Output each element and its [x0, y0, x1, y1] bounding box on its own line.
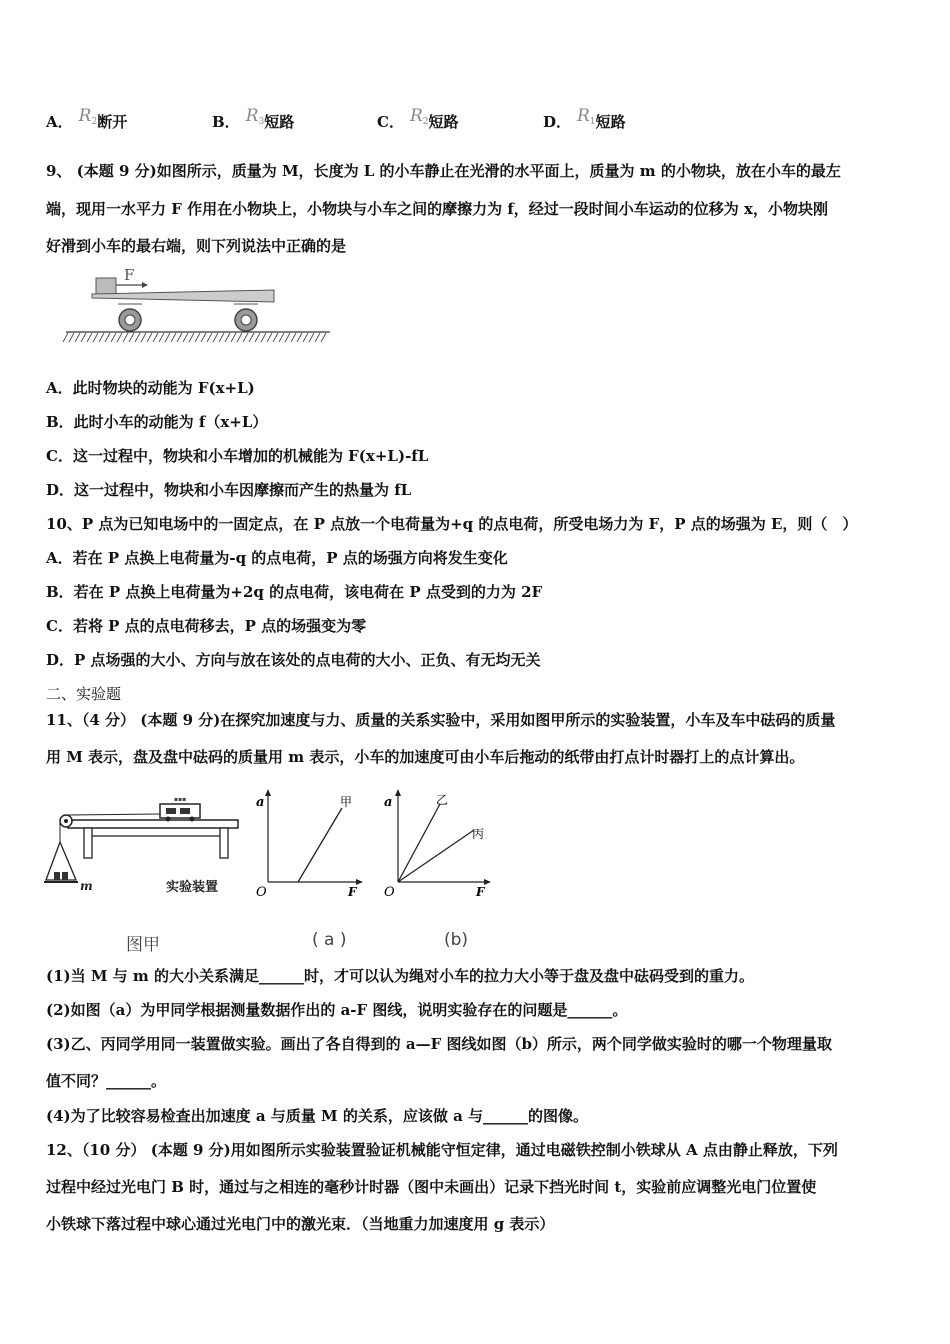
q10-option-a: A．若在 P 点换上电荷量为-q 的点电荷，P 点的场强方向将发生变化 [46, 549, 508, 567]
caption-b: (b) [444, 930, 469, 950]
ground-hatch [63, 333, 326, 342]
line-label-yi: 乙 [436, 793, 449, 807]
arrow-head-icon [142, 282, 148, 288]
caption-a: ( a ) [312, 930, 347, 950]
q11-question-3-line-1: (3)乙、丙同学用同一装置做实验。画出了各自得到的 a—F 图线如图（b）所示，两个同学做实验时的哪一个物理量取 [46, 1035, 832, 1053]
weight-tray [46, 842, 76, 880]
q9-stem-line-3: 好滑到小车的最右端，则下列说法中正确的是 [46, 237, 347, 255]
q11-stem-line-2: 用 M 表示，盘及盘中砝码的质量用 m 表示，小车的加速度可由小车后拖动的纸带由打点计时器打上的点计算出。 [46, 748, 805, 766]
q9-stem-line-1: 9、 (本题 9 分)如图所示，质量为 M，长度为 L 的小车静止在光滑的水平面上，质量为 m 的小物块，放在小车的最左 [46, 162, 841, 180]
line-label-bing: 丙 [472, 827, 485, 841]
q11-question-4: (4)为了比较容易检查出加速度 a 与质量 M 的关系，应该做 a 与______的图像。 [46, 1107, 589, 1125]
origin-label: O [256, 885, 267, 898]
caption-jia: 图甲 [126, 935, 160, 955]
q12-stem-line-3: 小铁球下落过程中球心通过光电门中的激光束．（当地重力加速度用 g 表示） [46, 1215, 555, 1233]
y-label: a [384, 795, 393, 810]
q8-option-d: D． $R^1$短路 [543, 106, 626, 131]
q11-stem-line-1: 11、（4 分） (本题 9 分)在探究加速度与力、质量的关系实验中，采用如图甲所示的实验装置，小车及车中砝码的质量 [46, 711, 836, 729]
svg-text:▪▪▪: ▪▪▪ [174, 796, 187, 803]
q12-stem-line-2: 过程中经过光电门 B 时，通过与之相连的毫秒计时器（图中未画出）记录下挡光时间 t，实验前应调整光电门位置使 [46, 1178, 817, 1196]
y-label: a [256, 795, 265, 810]
block [96, 278, 116, 294]
force-label: F [124, 266, 135, 284]
q11-graph-a [252, 786, 364, 898]
x-label: F [476, 885, 485, 898]
q10-stem: 10、P 点为已知电场中的一固定点，在 P 点放一个电荷量为+q 的点电荷，所受电场力为 F，P 点的场强为 E，则（ ） [46, 515, 858, 533]
line-jia [298, 808, 342, 882]
q8-option-b: B． $R^3$短路 [212, 106, 295, 131]
y-arrow-icon [395, 789, 401, 796]
x-arrow-icon [484, 879, 491, 885]
q9-stem-line-2: 端，现用一水平力 F 作用在小物块上，小物块与小车之间的摩擦力为 f，经过一段时间小车运动的位移为 x，小物块刚 [46, 200, 828, 218]
line-label-jia: 甲 [340, 795, 353, 809]
q10-option-d: D．P 点场强的大小、方向与放在该处的点电荷的大小、正负、有无均无关 [46, 651, 541, 669]
q9-option-d: D．这一过程中，物块和小车因摩擦而产生的热量为 fL [46, 481, 412, 499]
table-top [68, 820, 238, 828]
y-arrow-icon [265, 789, 271, 796]
q9-cart-figure [62, 266, 337, 348]
line-bing [398, 830, 474, 882]
origin-label: O [384, 885, 395, 898]
section-heading: 二、实验题 [46, 685, 122, 703]
q9-option-c: C．这一过程中，物块和小车增加的机械能为 F(x+L)-fL [46, 447, 429, 465]
q9-option-a: A．此时物块的动能为 F(x+L) [46, 379, 255, 397]
cart-board [92, 290, 274, 302]
q11-question-2: (2)如图（a）为甲同学根据测量数据作出的 a-F 图线，说明实验存在的问题是______。 [46, 1001, 628, 1019]
q11-question-1: (1)当 M 与 m 的大小关系满足______时，才可以认为绳对小车的拉力大小等于盘及盘中砝码受到的重力。 [46, 967, 754, 985]
q11-apparatus-figure [42, 792, 242, 898]
apparatus-label: 实验装置 [166, 880, 219, 895]
x-arrow-icon [356, 879, 363, 885]
q8-option-a: A． $R^2$断开 [46, 106, 128, 131]
q10-option-b: B．若在 P 点换上电荷量为+2q 的点电荷，该电荷在 P 点受到的力为 2F [46, 583, 543, 601]
x-label: F [348, 885, 357, 898]
q11-graph-b [380, 786, 492, 898]
q11-question-3-line-2: 值不同？______。 [46, 1072, 167, 1090]
q9-option-b: B．此时小车的动能为 f（x+L） [46, 413, 268, 431]
q10-option-c: C．若将 P 点的点电荷移去，P 点的场强变为零 [46, 617, 367, 635]
line-yi [398, 804, 440, 882]
q8-option-c: C． $R^2$短路 [377, 106, 459, 131]
mass-label: m [80, 879, 93, 893]
q12-stem-line-1: 12、（10 分） (本题 9 分)用如图所示实验装置验证机械能守恒定律，通过电磁铁控制小铁球从 A 点由静止释放，下列 [46, 1141, 838, 1159]
